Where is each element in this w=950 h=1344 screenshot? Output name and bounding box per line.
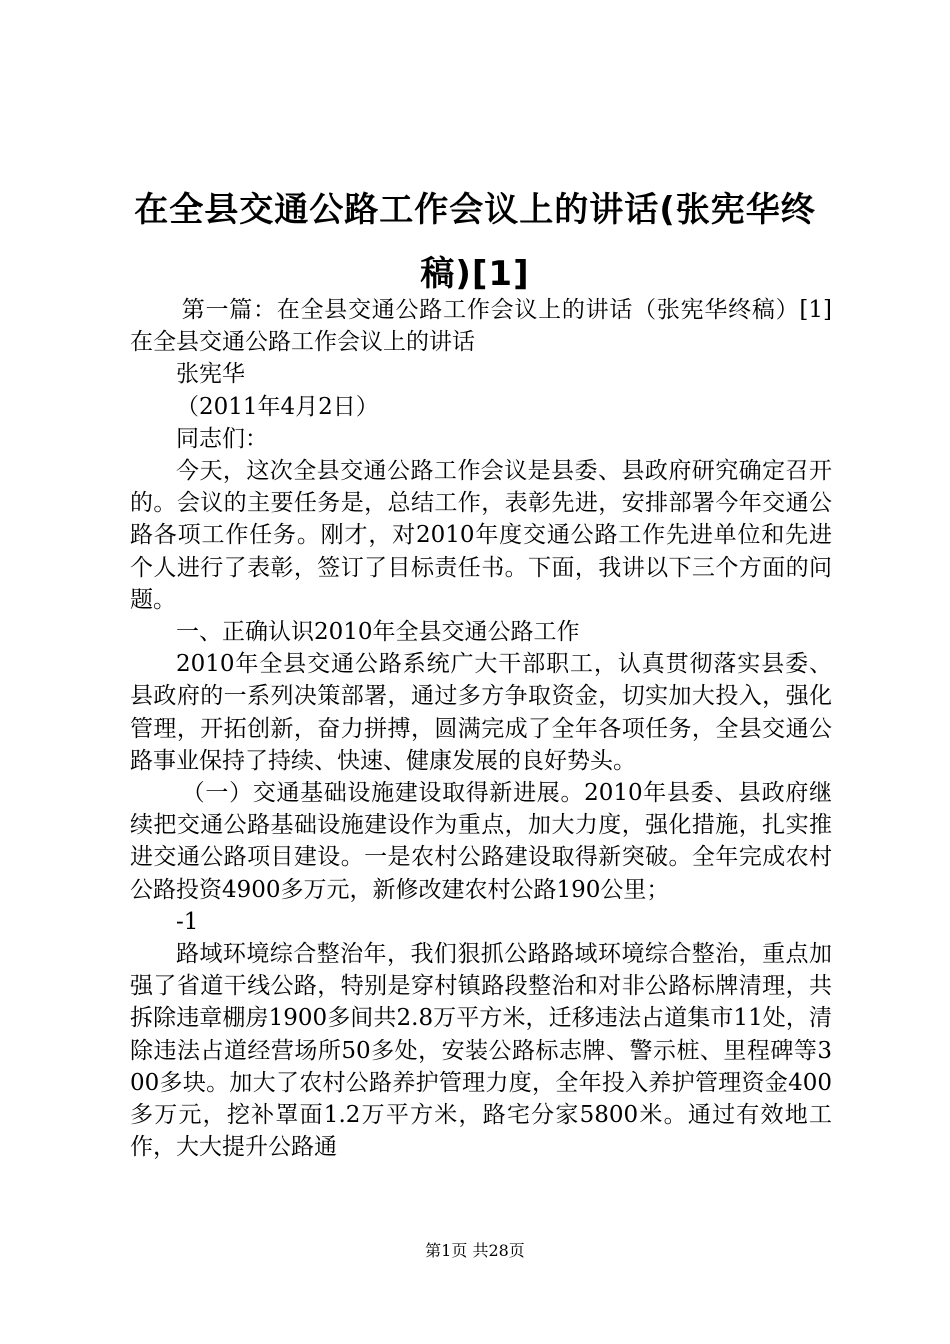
page-number-footer: 第1页 共28页 [425, 1241, 525, 1260]
paragraph-salutation: 同志们： [176, 425, 268, 452]
paragraph-page-marker: -1 [176, 908, 199, 935]
document-title: 在全县交通公路工作会议上的讲话(张宪华终稿)[1] [134, 190, 816, 294]
paragraph-date: （2011年4月2日） [176, 393, 379, 420]
paragraph-heading-intro: 第一篇：在全县交通公路工作会议上的讲话（张宪华终稿）[1]在全县交通公路工作会议上的讲话 [130, 297, 832, 356]
paragraph-speaker: 张宪华 [176, 361, 245, 388]
document-body [130, 294, 832, 1163]
paragraph-road-environment: 路域环境综合整治年，我们狠抓公路路域环境综合整治，重点加强了省道干线公路，特别是穿村镇路段整治和对非公路标牌清理，共拆除违章棚房1900多间共2.8万平方米，迁移违法占道集市11处，清除违法占道经营场所50多处，安装公路标志牌、警示桩、里程碑等300多块。加大了农村公路养护管理力度，全年投入养护管理资金400多万元，挖补罩面1.2万平方米，路宅分家5800米。通过有效地工作，大大提升公路通 [130, 941, 832, 1161]
section-heading-one: 一、正确认识2010年全县交通公路工作 [176, 619, 580, 646]
paragraph-opening: 今天，这次全县交通公路工作会议是县委、县政府研究确定召开的。会议的主要任务是，总结工作，表彰先进，安排部署今年交通公路各项工作任务。刚才，对2010年度交通公路工作先进单位和先进个人进行了表彰，签订了目标责任书。下面，我讲以下三个方面的问题。 [130, 458, 832, 613]
paragraph-summary: 2010年全县交通公路系统广大干部职工，认真贯彻落实县委、县政府的一系列决策部署，通过多方争取资金，切实加大投入，强化管理，开拓创新，奋力拼搏，圆满完成了全年各项任务，全县交通公路事业保持了持续、快速、健康发展的良好势头。 [130, 651, 832, 774]
paragraph-infrastructure: （一）交通基础设施建设取得新进展。2010年县委、县政府继续把交通公路基础设施建设作为重点，加大力度，强化措施，扎实推进交通公路项目建设。一是农村公路建设取得新突破。全年完成农村公路投资4900多万元，新修改建农村公路190公里； [130, 780, 832, 903]
